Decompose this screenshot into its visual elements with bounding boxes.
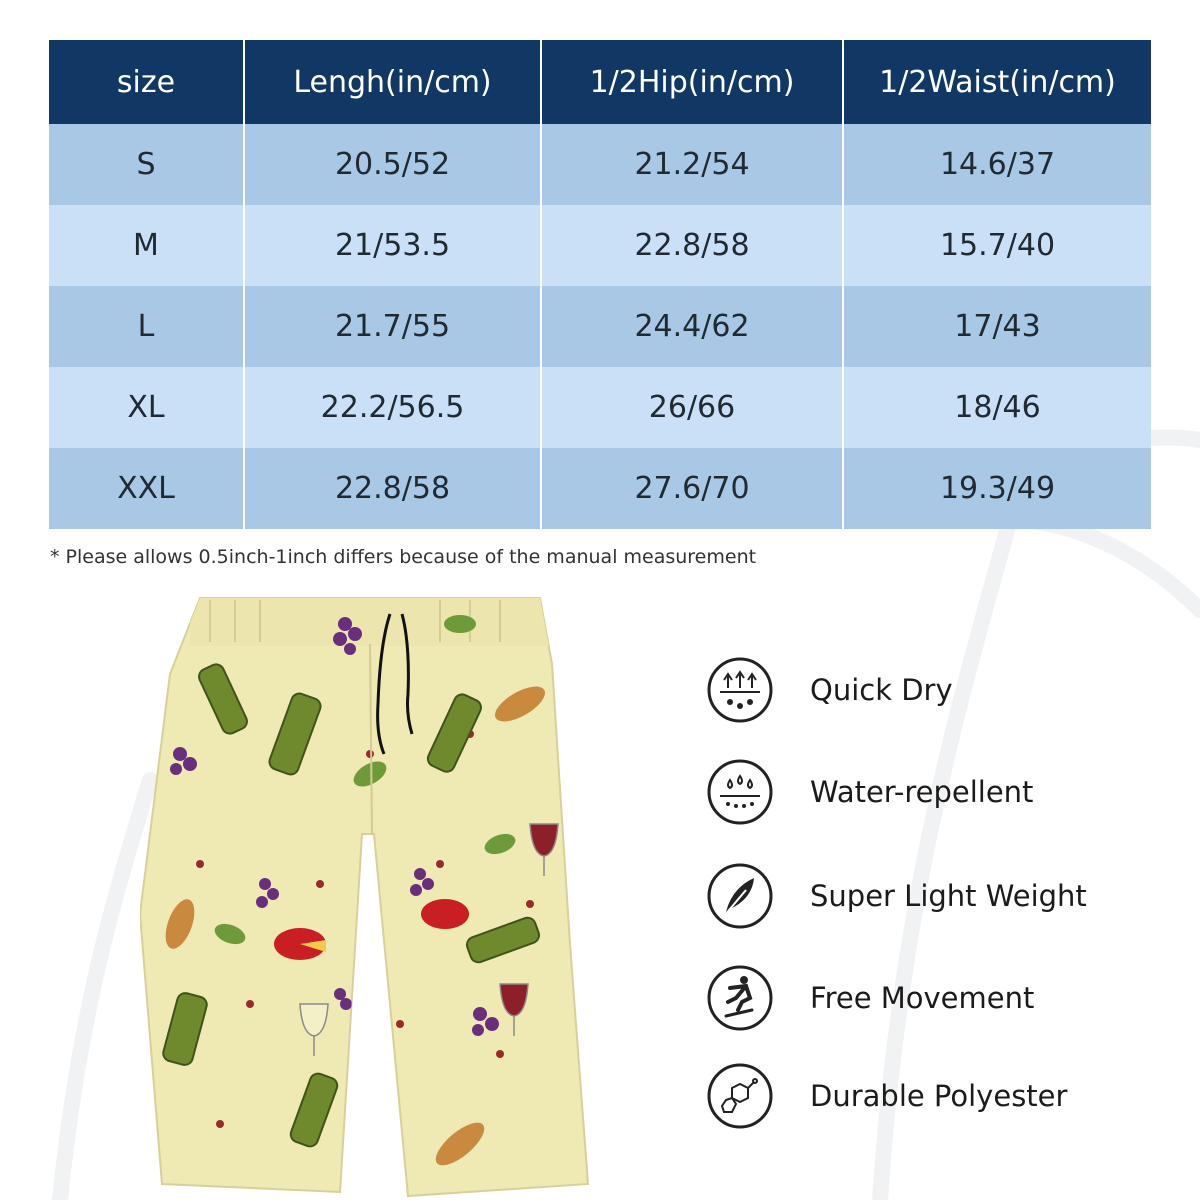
feature-label: Super Light Weight — [810, 879, 1087, 913]
header-waist: 1/2Waist(in/cm) — [843, 40, 1151, 124]
cell-waist: 17/43 — [843, 286, 1151, 367]
cell-size: XXL — [49, 448, 244, 529]
cell-hip: 24.4/62 — [541, 286, 843, 367]
table-row — [49, 448, 1151, 529]
water-repellent-icon — [706, 758, 774, 826]
cell-waist: 19.3/49 — [843, 448, 1151, 529]
skateboarder-icon — [706, 964, 774, 1032]
feature-item — [706, 1058, 1186, 1134]
cell-waist: 18/46 — [843, 367, 1151, 448]
feature-label: Durable Polyester — [810, 1079, 1068, 1113]
cell-length: 20.5/52 — [244, 124, 541, 205]
cell-size: L — [49, 286, 244, 367]
feature-label: Quick Dry — [810, 673, 953, 707]
feature-item — [706, 652, 1186, 728]
table-header-row — [49, 40, 1151, 124]
cell-hip: 21.2/54 — [541, 124, 843, 205]
cell-length: 21/53.5 — [244, 205, 541, 286]
molecule-icon — [706, 1062, 774, 1130]
header-size: size — [49, 40, 244, 124]
size-chart-table — [49, 40, 1151, 529]
feature-item — [706, 858, 1186, 934]
header-length: Lengh(in/cm) — [244, 40, 541, 124]
measurement-note: * Please allows 0.5inch-1inch differs because of the manual measurement — [50, 546, 757, 568]
cell-length: 22.2/56.5 — [244, 367, 541, 448]
cell-length: 22.8/58 — [244, 448, 541, 529]
cell-waist: 14.6/37 — [843, 124, 1151, 205]
cell-waist: 15.7/40 — [843, 205, 1151, 286]
table-row — [49, 367, 1151, 448]
quick-dry-icon — [706, 656, 774, 724]
feature-label: Water-repellent — [810, 775, 1034, 809]
cell-size: S — [49, 124, 244, 205]
cell-size: M — [49, 205, 244, 286]
table-row — [49, 124, 1151, 205]
feature-item — [706, 960, 1186, 1036]
cell-size: XL — [49, 367, 244, 448]
product-shorts-image — [140, 584, 600, 1200]
cell-hip: 26/66 — [541, 367, 843, 448]
cell-hip: 22.8/58 — [541, 205, 843, 286]
feature-item — [706, 754, 1186, 830]
header-hip: 1/2Hip(in/cm) — [541, 40, 843, 124]
feature-label: Free Movement — [810, 981, 1035, 1015]
table-row — [49, 205, 1151, 286]
cell-length: 21.7/55 — [244, 286, 541, 367]
cell-hip: 27.6/70 — [541, 448, 843, 529]
feather-icon — [706, 862, 774, 930]
table-row — [49, 286, 1151, 367]
